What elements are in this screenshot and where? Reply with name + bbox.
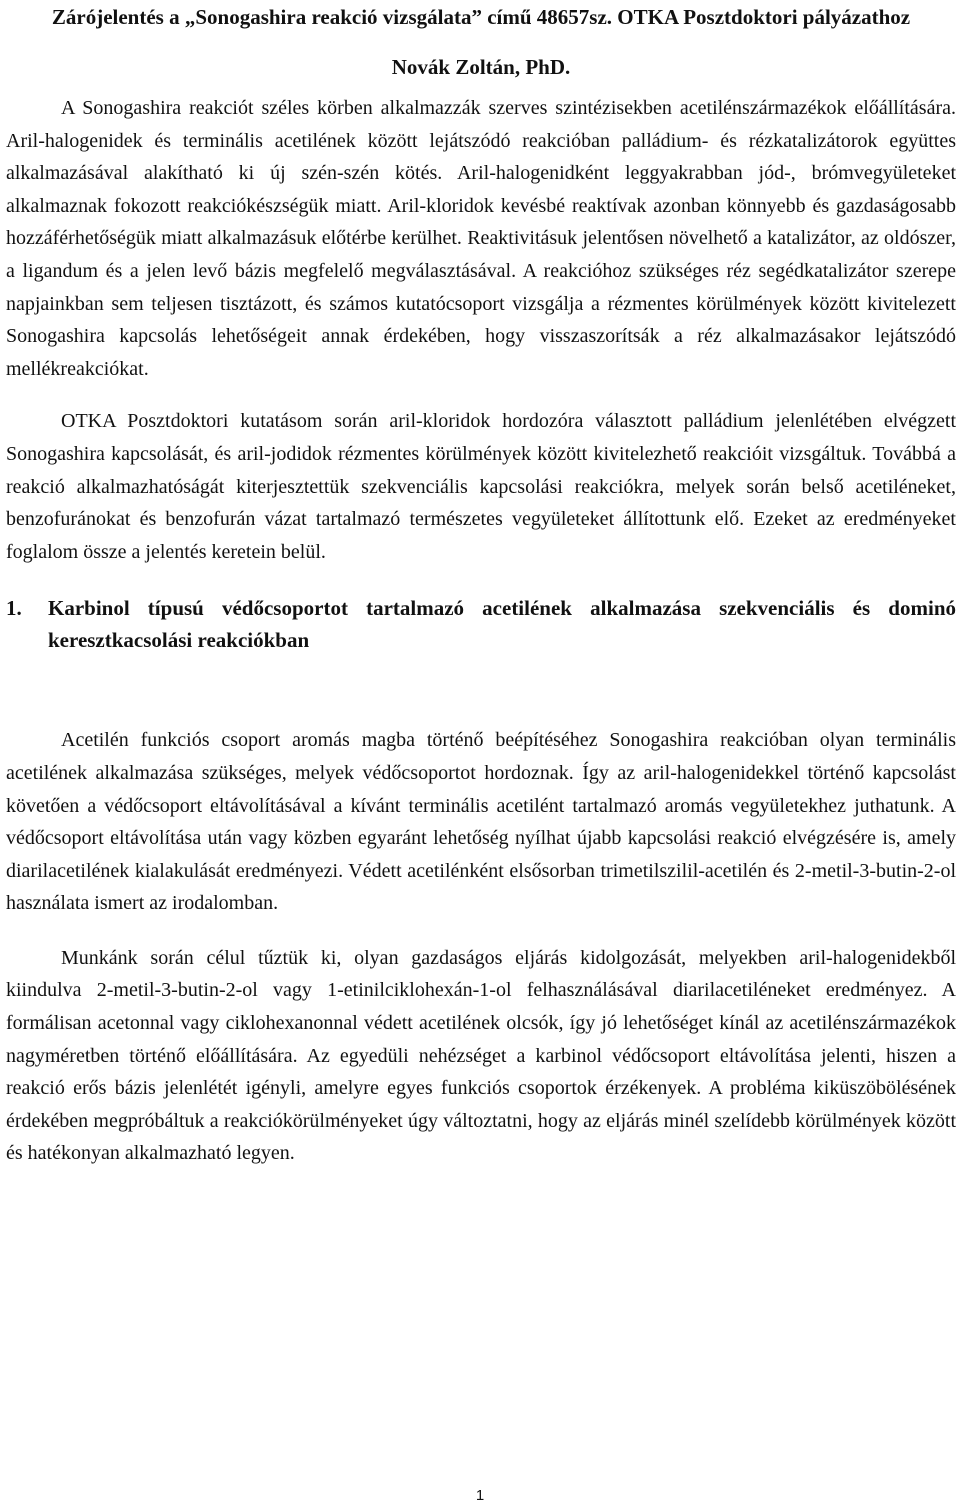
- document-title: Zárójelentés a „Sonogashira reakció vizsgálata” című 48657sz. OTKA Posztdoktori pályázathoz: [51, 5, 911, 29]
- document-author: Novák Zoltán, PhD.: [391, 55, 571, 79]
- intro-paragraph-2: OTKA Posztdoktori kutatásom során aril-kloridok hordozóra választott palládium jelenlétében elvégzett Sonogashira kapcsolását, és aril-jodidok rézmentes körülmények között kivitelezhető reakcióit vizsgáltuk. Továbbá a reakció alkalmazhatóságát kiterjesztettük szekvenciális kapcsolási reakciókra, melyek során belső acetiléneket, benzofuránokat és benzofurán vázat tartalmazó természetes vegyületeket állítottunk elő. Ezeket az eredményeket foglalom össze a jelentés keretein belül.: [6, 410, 956, 563]
- document-page: [6, 0, 956, 1170]
- section-title: Karbinol típusú védőcsoportot tartalmazó acetilének alkalmazása szekvenciális és dominó keresztkacsolási reakciókban: [48, 596, 956, 653]
- section-number: 1.: [6, 596, 22, 621]
- page-number: 1: [475, 1487, 485, 1504]
- section-heading: [6, 592, 956, 656]
- section-paragraph-2: Munkánk során célul tűztük ki, olyan gazdaságos eljárás kidolgozását, melyekben aril-halogenidekből kiindulva 2-metil-3-butin-2-ol vagy 1-etinilciklohexán-1-ol felhasználásával diarilacetiléneket eredményez. A formálisan acetonnal vagy ciklohexanonnal védett acetilének olcsók, így jó lehetőséget kínál az acetilénszármazékok nagyméretben történő előállítására. Az egyedüli nehézséget a karbinol védőcsoport eltávolítása jelenti, hiszen a reakció erős bázis jelenlétét igényli, amelyre egyes funkciós csoportok érzékenyek. A probléma kiküszöbölésének érdekében megpróbáltuk a reakciókörülményeket úgy változtatni, hogy az eljárás minél szelídebb körülmények között és hatékonyan alkalmazható legyen.: [6, 946, 956, 1165]
- intro-paragraph-1: A Sonogashira reakciót széles körben alkalmazzák szerves szintézisekben acetilénszármazékok előállítására. Aril-halogenidek és terminális acetilének között lejátszódó reakcióban palládium- és rézkatalizátorok együttes alkalmazásával alakítható ki új szén-szén kötés. Aril-halogenidként leggyakrabban jód-, brómvegyületeket alkalmaznak fokozott reakciókészségük miatt. Aril-kloridok kevésbé reaktívak azonban könnyebb és gazdaságosabb hozzáférhetőségük miatt alkalmazásuk előtérbe kerülhet. Reaktivitásuk jelentősen növelhető a katalizátor, az oldószer, a ligandum és a jelen levő bázis megfelelő megválasztásával. A reakcióhoz szükséges réz segédkatalizátor szerepe napjainkban sem teljesen tisztázott, és számos kutatócsoport vizsgálja a rézmentes körülmények között kivitelezett Sonogashira kapcsolás lehetőségeit annak érdekében, hogy visszaszorítsák a réz alkalmazásakor lejátszódó mellékreakciókat.: [6, 97, 956, 380]
- section-paragraph-1: Acetilén funkciós csoport aromás magba történő beépítéséhez Sonogashira reakcióban olyan terminális acetilének alkalmazása szükséges, melyek védőcsoportot hordoznak. Így az aril-halogenidekkel történő kapcsolást követően a védőcsoport eltávolításával a kívánt terminális acetilént tartalmazó aromás vegyületekhez juthatunk. A védőcsoport eltávolítása után vagy közben egyaránt lehetőség nyílhat újabb kapcsolási reakció elvégzésére is, amely diarilacetilének kialakulását eredményezi. Védett acetilénként elsősorban trimetilszilil-acetilén és 2-metil-3-butin-2-ol használata ismert az irodalomban.: [6, 729, 956, 915]
